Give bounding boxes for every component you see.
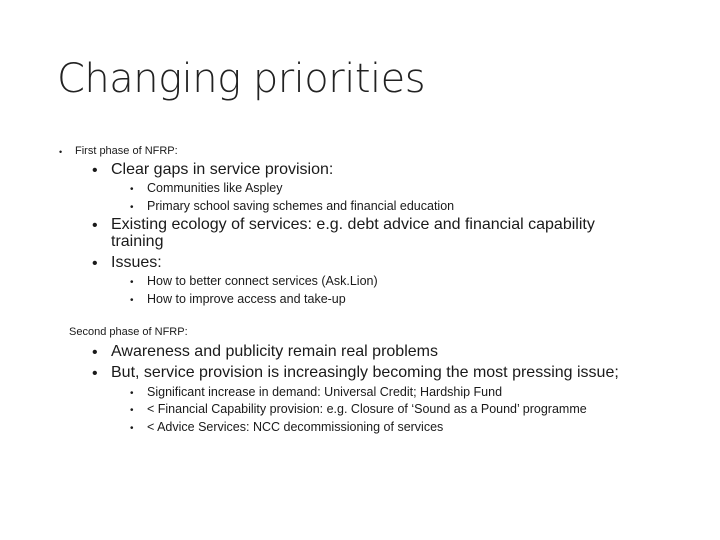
bullet-aspley: • (130, 184, 134, 195)
first-phase-heading: First phase of NFRP: (75, 145, 178, 157)
item-issues: Issues: (111, 254, 162, 271)
bullet-issues: • (92, 255, 98, 272)
item-service-provision: But, service provision is increasingly becoming the most pressing issue; (111, 364, 619, 381)
bullet-connect-services: • (130, 277, 134, 288)
subitem-increase-demand: Significant increase in demand: Universal Credit; Hardship Fund (147, 385, 503, 399)
subitem-financial-capability: < Financial Capability provision: e.g. Closure of ‘Sound as a Pound’ programme (147, 402, 587, 416)
subitem-primary-school: Primary school saving schemes and financial education (147, 199, 455, 213)
bullet-increase-demand: • (130, 388, 134, 399)
bullet-awareness: • (92, 344, 98, 361)
bullet-improve-access: • (130, 295, 134, 306)
bullet-first-phase: • (59, 147, 63, 157)
item-existing-ecology-line2: training (111, 233, 164, 250)
bullet-clear-gaps: • (92, 162, 98, 179)
item-existing-ecology-line1: Existing ecology of services: e.g. debt advice and financial capability (111, 216, 595, 233)
subitem-connect-services: How to better connect services (Ask.Lion) (147, 274, 378, 288)
bullet-primary-school: • (130, 202, 134, 213)
bullet-advice-services: • (130, 423, 134, 434)
bullet-financial-capability: • (130, 405, 134, 416)
bullet-service-provision: • (92, 365, 98, 382)
slide-title: Changing priorities (57, 56, 426, 102)
item-clear-gaps: Clear gaps in service provision: (111, 161, 334, 178)
second-phase-heading: Second phase of NFRP: (69, 326, 188, 338)
subitem-improve-access: How to improve access and take-up (147, 292, 346, 306)
subitem-aspley: Communities like Aspley (147, 181, 283, 195)
subitem-advice-services: < Advice Services: NCC decommissioning of services (147, 420, 444, 434)
item-awareness: Awareness and publicity remain real problems (111, 343, 438, 360)
bullet-existing-ecology: • (92, 217, 98, 234)
